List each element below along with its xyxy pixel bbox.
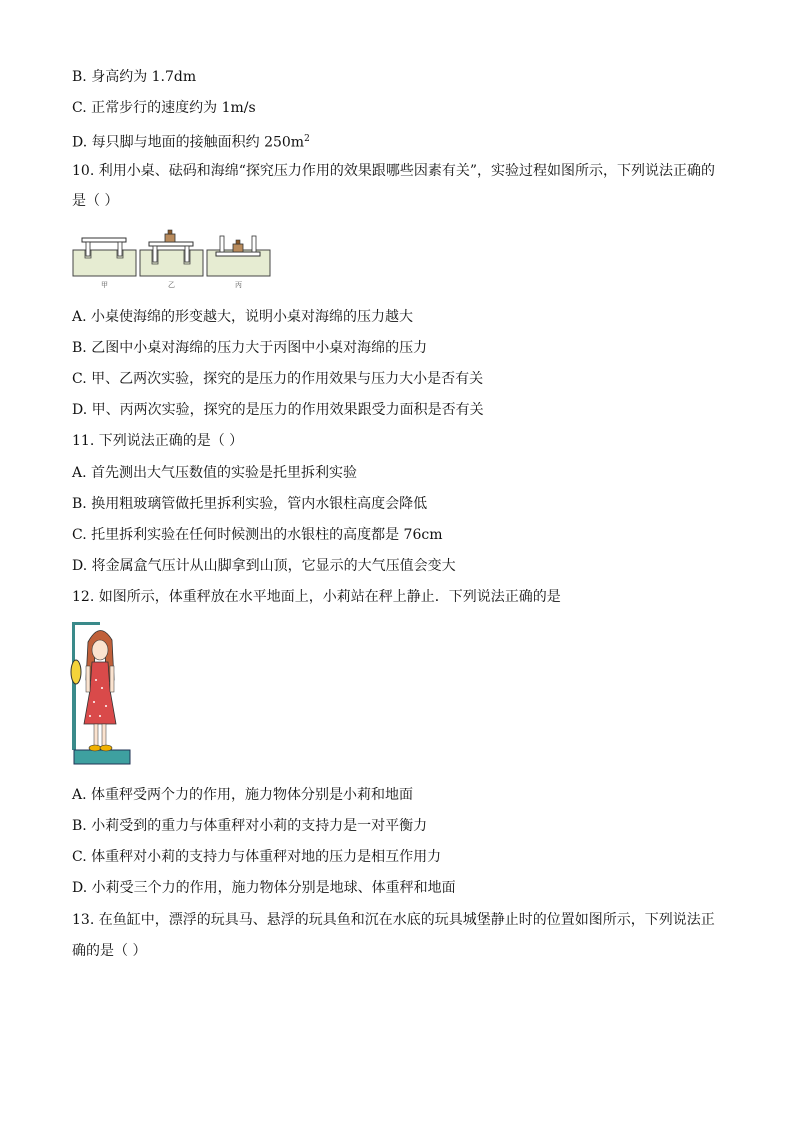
q9-option-d bbox=[72, 130, 310, 152]
q10-option-d: D. 甲、丙两次实验，探究的是压力的作用效果跟受力面积是否有关 bbox=[72, 402, 484, 418]
q11-option-c: C. 托里拆利实验在任何时候测出的水银柱的高度都是 76cm bbox=[72, 527, 443, 543]
figure-jia-table-legs-down bbox=[73, 238, 136, 276]
scale-dial bbox=[71, 660, 81, 684]
q12-stem: 12. 如图所示，体重秤放在水平地面上，小莉站在秤上静止．下列说法正确的是 bbox=[72, 589, 561, 605]
scale-top-bar bbox=[72, 622, 100, 625]
q12-option-a: A. 体重秤受两个力的作用，施力物体分别是小莉和地面 bbox=[72, 787, 414, 803]
q11-option-b: B. 换用粗玻璃管做托里拆利实验，管内水银柱高度会降低 bbox=[72, 496, 428, 512]
scale-platform bbox=[74, 750, 130, 764]
figure-label-yi: 乙 bbox=[168, 281, 175, 289]
q12-option-d: D. 小莉受三个力的作用，施力物体分别是地球、体重秤和地面 bbox=[72, 880, 456, 896]
q12-option-c: C. 体重秤对小莉的支持力与体重秤对地的压力是相互作用力 bbox=[72, 849, 442, 865]
q13-stem-line1: 13. 在鱼缸中，漂浮的玩具马、悬浮的玩具鱼和沉在水底的玩具城堡静止时的位置如图所示，下列说法正 bbox=[72, 912, 715, 928]
q11-option-a: A. 首先测出大气压数值的实验是托里拆利实验 bbox=[72, 465, 358, 481]
q11-stem: 11. 下列说法正确的是（ ） bbox=[72, 433, 244, 449]
q9-option-b: B. 身高约为 1.7dm bbox=[72, 69, 197, 85]
q12-girl-on-scale-figure bbox=[70, 620, 132, 770]
q10-sponge-experiment-figure bbox=[72, 228, 272, 290]
q9-option-d-text: D. 每只脚与地面的接触面积约 250m bbox=[72, 134, 305, 151]
q10-option-b: B. 乙图中小桌对海绵的压力大于丙图中小桌对海绵的压力 bbox=[72, 340, 428, 356]
q10-option-c: C. 甲、乙两次实验，探究的是压力的作用效果与压力大小是否有关 bbox=[72, 371, 484, 387]
q9-option-c: C. 正常步行的速度约为 1m/s bbox=[72, 100, 256, 116]
q10-option-a: A. 小桌使海绵的形变越大，说明小桌对海绵的压力越大 bbox=[72, 309, 414, 325]
q11-option-d: D. 将金属盒气压计从山脚拿到山顶，它显示的大气压值会变大 bbox=[72, 558, 456, 574]
figure-label-jia: 甲 bbox=[101, 281, 108, 289]
q10-stem-line1: 10. 利用小桌、砝码和海绵“探究压力作用的效果跟哪些因素有关”，实验过程如图所示，下列说法正确的 bbox=[72, 163, 716, 179]
q13-stem-line2: 确的是（ ） bbox=[72, 943, 147, 959]
q10-stem-line2: 是（ ） bbox=[72, 193, 119, 209]
figure-label-bing: 丙 bbox=[235, 281, 242, 289]
figure-yi-table-with-weight bbox=[140, 230, 203, 276]
girl-face bbox=[92, 640, 108, 660]
figure-bing-table-inverted bbox=[207, 236, 270, 276]
q9-option-d-superscript: 2 bbox=[304, 134, 310, 144]
q12-option-b: B. 小莉受到的重力与体重秤对小莉的支持力是一对平衡力 bbox=[72, 818, 428, 834]
